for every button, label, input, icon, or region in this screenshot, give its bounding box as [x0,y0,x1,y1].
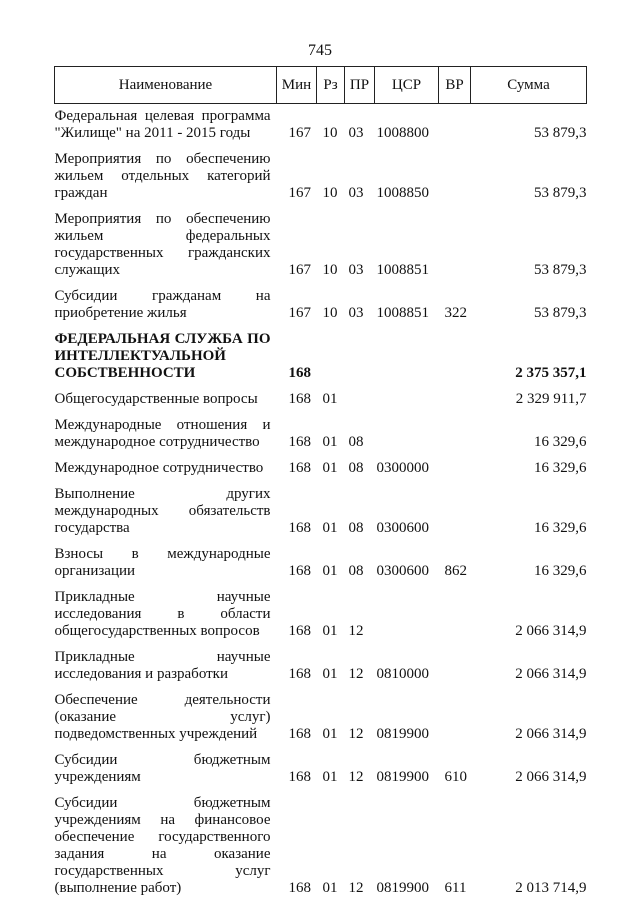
cell-rz: 10 [322,305,338,321]
cell-name: Прикладные научные исследования и разработки [54,649,271,682]
cell-csr: 1008800 [376,125,429,141]
table-row [55,585,587,645]
cell-min: 168 [288,391,311,407]
cell-name: Федеральная целевая программа "Жилище" на 2011 - 2015 годы [54,108,271,141]
cell-sum: 2 066 314,9 [515,769,587,785]
cell-min: 168 [288,769,311,785]
cell-sum: 2 013 714,9 [515,880,587,896]
cell-min: 168 [288,563,311,579]
table-row [55,413,587,456]
cell-pr: 03 [348,125,364,141]
cell-vr [439,482,471,542]
cell-name: Взносы в международные организации [54,546,271,579]
table-row [55,688,587,748]
cell-name: Международное сотрудничество [54,460,264,476]
cell-pr: 12 [348,623,364,639]
cell-min: 167 [288,305,311,321]
cell-sum: 2 066 314,9 [515,623,587,639]
cell-vr [439,645,471,688]
cell-min: 167 [288,185,311,201]
cell-min: 168 [288,623,311,639]
cell-name: Выполнение других международных обязательств государства [54,486,271,536]
table-row [55,387,587,413]
cell-rz: 10 [322,125,338,141]
cell-pr [345,327,375,387]
table-row [55,104,587,148]
cell-vr: 322 [444,305,467,321]
cell-csr: 0819900 [376,769,429,785]
cell-vr [439,147,471,207]
cell-pr: 03 [348,262,364,278]
cell-csr: 1008851 [376,305,429,321]
cell-sum: 16 329,6 [534,520,587,536]
cell-name: Субсидии бюджетным учреждениям [54,752,271,785]
cell-pr [345,387,375,413]
table-body [55,104,587,903]
header-rz: Рз [317,67,345,104]
cell-name: Мероприятия по обеспечению жильем федеральных государственных гражданских служащих [54,211,271,278]
cell-rz: 01 [322,391,338,407]
cell-min: 167 [288,262,311,278]
cell-name: ФЕДЕРАЛЬНАЯ СЛУЖБА ПО ИНТЕЛЛЕКТУАЛЬНОЙ СОБСТВЕННОСТИ [54,331,271,381]
cell-sum: 2 375 357,1 [515,365,587,381]
cell-sum: 2 066 314,9 [515,666,587,682]
table-header-row [55,67,587,104]
cell-vr [439,387,471,413]
cell-name: Международные отношения и международное сотрудничество [54,417,271,450]
cell-pr: 12 [348,769,364,785]
table-row [55,327,587,387]
cell-csr: 1008850 [376,185,429,201]
cell-pr: 08 [348,520,364,536]
cell-csr [375,327,439,387]
cell-min: 168 [288,365,311,381]
cell-rz: 10 [322,185,338,201]
cell-pr: 12 [348,726,364,742]
cell-csr: 0819900 [376,880,429,896]
cell-rz: 01 [322,769,338,785]
cell-sum: 2 329 911,7 [515,391,587,407]
table-row [55,542,587,585]
cell-rz: 01 [322,520,338,536]
cell-csr: 0810000 [376,666,429,682]
cell-pr: 08 [348,563,364,579]
cell-pr: 03 [348,305,364,321]
header-vr: ВР [439,67,471,104]
header-name: Наименование [55,67,277,104]
cell-min: 168 [288,880,311,896]
cell-csr [375,387,439,413]
cell-rz [317,327,345,387]
cell-csr: 0819900 [376,726,429,742]
cell-name: Обеспечение деятельности (оказание услуг) подведомственных учреждений [54,692,271,742]
cell-csr [375,585,439,645]
cell-sum: 53 879,3 [534,185,587,201]
cell-sum: 53 879,3 [534,125,587,141]
cell-vr [439,456,471,482]
table-row [55,791,587,902]
cell-sum: 53 879,3 [534,305,587,321]
cell-sum: 16 329,6 [534,434,587,450]
cell-sum: 16 329,6 [534,460,587,476]
table-row [55,284,587,327]
cell-csr: 0300600 [376,563,429,579]
table-row [55,147,587,207]
cell-name: Субсидии гражданам на приобретение жилья [54,288,271,321]
cell-rz: 01 [322,880,338,896]
cell-min: 168 [288,434,311,450]
cell-min: 168 [288,520,311,536]
header-pr: ПР [345,67,375,104]
cell-vr [439,688,471,748]
cell-vr [439,207,471,284]
cell-vr [439,585,471,645]
page-number: 745 [308,42,332,59]
cell-sum: 53 879,3 [534,262,587,278]
cell-vr: 610 [444,769,467,785]
cell-csr: 0300000 [376,460,429,476]
cell-pr: 12 [348,880,364,896]
cell-rz: 01 [322,726,338,742]
cell-pr: 12 [348,666,364,682]
cell-name: Общегосударственные вопросы [54,391,258,407]
header-min: Мин [277,67,317,104]
cell-rz: 01 [322,434,338,450]
cell-csr [375,413,439,456]
budget-table [54,66,587,902]
cell-name: Мероприятия по обеспечению жильем отдельных категорий граждан [54,151,271,201]
cell-rz: 01 [322,563,338,579]
header-sum: Сумма [471,67,587,104]
cell-min: 167 [288,125,311,141]
cell-min: 168 [288,460,311,476]
table-row [55,456,587,482]
cell-sum: 2 066 314,9 [515,726,587,742]
cell-pr: 08 [348,460,364,476]
table-row [55,207,587,284]
cell-csr: 0300600 [376,520,429,536]
table-row [55,482,587,542]
cell-min: 168 [288,726,311,742]
cell-pr: 08 [348,434,364,450]
cell-vr: 611 [444,880,467,896]
table-row [55,645,587,688]
cell-min: 168 [288,666,311,682]
cell-pr: 03 [348,185,364,201]
cell-vr [439,413,471,456]
cell-vr: 862 [444,563,467,579]
cell-rz: 01 [322,666,338,682]
cell-rz: 10 [322,262,338,278]
cell-csr: 1008851 [376,262,429,278]
header-csr: ЦСР [375,67,439,104]
cell-vr [439,327,471,387]
cell-rz: 01 [322,460,338,476]
table-row [55,748,587,791]
cell-name: Прикладные научные исследования в области общегосударственных вопросов [54,589,271,639]
cell-name: Субсидии бюджетным учреждениям на финансовое обеспечение государственного задания на оказание государственных услуг (выполнение работ) [54,795,271,896]
cell-sum: 16 329,6 [534,563,587,579]
cell-rz: 01 [322,623,338,639]
cell-vr [439,104,471,148]
